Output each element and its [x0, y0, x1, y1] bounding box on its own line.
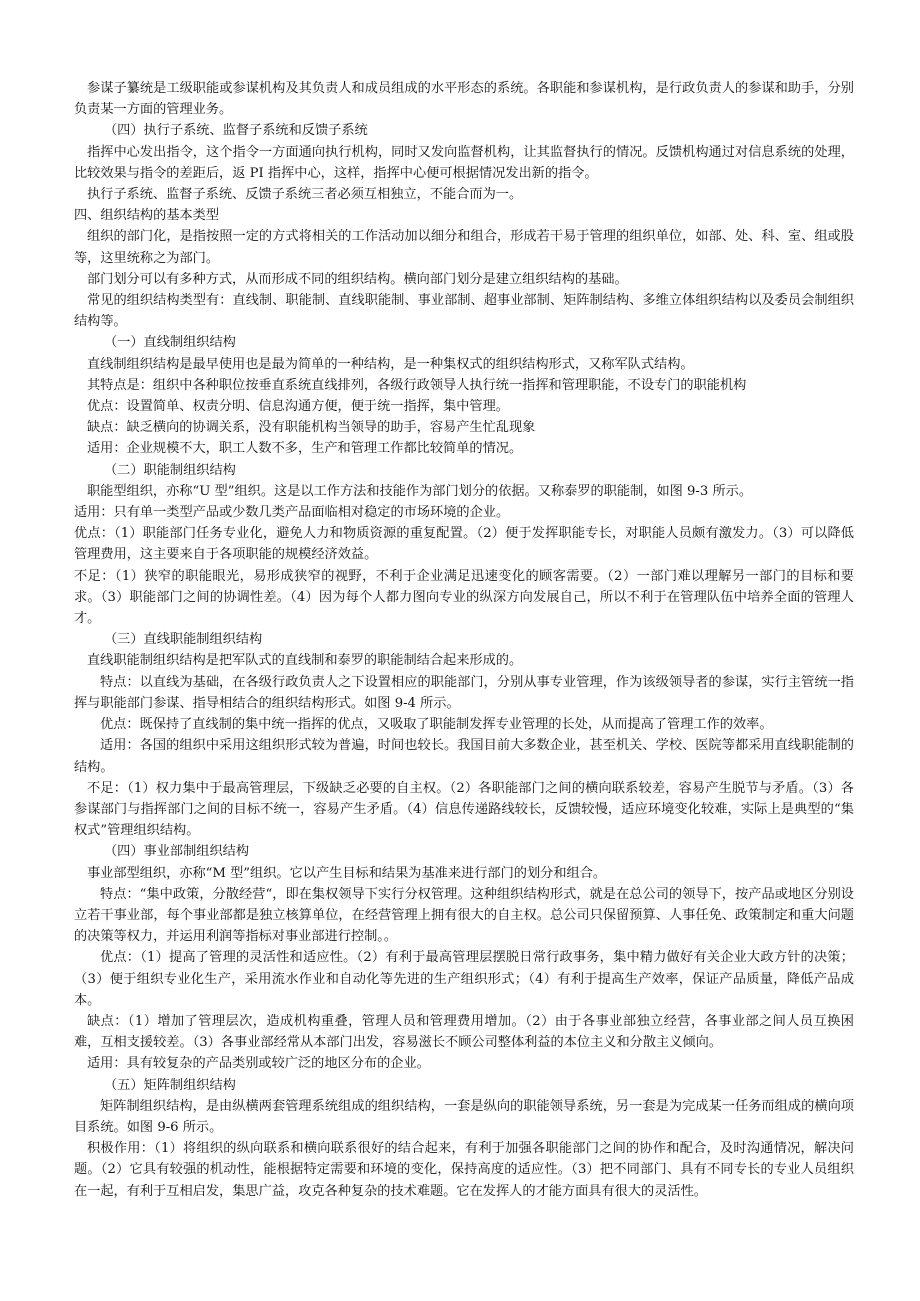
heading-section-four: 四、组织结构的基本类型 — [74, 208, 220, 224]
paragraph-matrix-definition: 矩阵制组织结构，是由纵横两套管理系统组成的组织结构，一套是纵向的职能领导系统，另一套是为完成某一任务而组成的横向项目系统。如图 9-6 所示。 — [74, 1098, 854, 1135]
paragraph-independence: 执行子系统、监督子系统、反馈子系统三者必须互相独立，不能合而为一。 — [87, 187, 523, 203]
paragraph-functional-advantages: 优点：（1）职能部门任务专业化，避免人力和物质资源的重复配置。（2）便于发挥职能专长，对职能人员颇有激发力。（3）可以降低管理费用，这主要来自于各项职能的规模经济效益。 — [74, 526, 854, 563]
paragraph-line-applicability: 适用：企业规模不大，职工人数不多，生产和管理工作都比较简单的情况。 — [87, 441, 523, 457]
heading-line-functional-structure: （三）直线职能制组织结构 — [104, 632, 263, 648]
heading-line-structure: （一）直线制组织结构 — [104, 335, 236, 351]
paragraph-command-center: 指挥中心发出指令，这个指令一方面通向执行机构，同时又发向监督机构，让其监督执行的情况。反馈机构通过对信息系统的处理，比较效果与指令的差距后，返 PI 指挥中心，这样，指挥中心便可根据情况发出新的指令。 — [74, 144, 854, 181]
paragraph-functional-applicability: 适用：只有单一类型产品或少数几类产品面临相对稳定的市场环境的企业。 — [74, 505, 510, 521]
heading-functional-structure: （二）职能制组织结构 — [104, 462, 236, 478]
paragraph-line-functional-features: 特点：以直线为基础，在各级行政负责人之下设置相应的职能部门，分别从事专业管理，作为该级领导者的参谋，实行主管统一指挥与职能部门参谋、指导相结合的组织结构形式。如图 9-4 所示。 — [74, 674, 854, 711]
heading-matrix-structure: （五）矩阵制组织结构 — [104, 1077, 236, 1093]
paragraph-line-functional-shortcomings: 不足：（1）权力集中于最高管理层，下级缺乏必要的自主权。（2）各职能部门之间的横向联系较差，容易产生脱节与矛盾。（3）各参谋部门与指挥部门之间的目标不统一，容易产生矛盾。（4）信息传递路线较长，反馈较慢，适应环境变化较难，实际上是典型的“集权式”管理组织结构。 — [74, 780, 854, 839]
heading-divisional-structure: （四）事业部制组织结构 — [104, 844, 250, 860]
paragraph-line-advantages: 优点：设置简单、权责分明、信息沟通方便，便于统一指挥，集中管理。 — [87, 399, 509, 415]
paragraph-divisional-definition: 事业部型组织，亦称“M 型”组织。它以产生目标和结果为基准来进行部门的划分和组合。 — [87, 865, 607, 881]
paragraph-divisional-features: 特点：“集中政策，分散经营“，即在集权领导下实行分权管理。这种组织结构形式，就是在总公司的领导下，按产品或地区分别设立若干事业部，每个事业部都是独立核算单位，在经营管理上拥有很大的自主权。总公司只保留预算、人事任免、政策制定和重大问题的决策等权力，并运用利润等指标对事业部进行控制。。 — [74, 886, 854, 945]
paragraph-divisional-applicability: 适用：具有较复杂的产品类别或较广泛的地区分布的企业。 — [87, 1056, 430, 1072]
paragraph-common-types: 常见的组织结构类型有：直线制、职能制、直线职能制、事业部制、超事业部制、矩阵制结构、多维立体组织结构以及委员会制组织结构等。 — [74, 293, 854, 330]
paragraph-line-disadvantages: 缺点：缺乏横向的协调关系，没有职能机构当领导的助手，容易产生忙乱现象 — [87, 420, 536, 436]
paragraph-divisional-advantages: 优点：（1）提高了管理的灵活性和适应性。（2）有利于最高管理层摆脱日常行政事务，集中精力做好有关企业大政方针的决策；（3）便于组织专业化生产，采用流水作业和自动化等先进的生产组织形式；（4）有利于提高生产效率，保证产品质量，降低产品成本。 — [74, 950, 854, 1008]
heading-execution-subsystems: （四）执行子系统、监督子系统和反馈子系统 — [104, 123, 368, 139]
paragraph-line-definition: 直线制组织结构是最早使用也是最为简单的一种结构，是一种集权式的组织结构形式，又称军队式结构。 — [87, 356, 694, 372]
paragraph-departmentalization: 组织的部门化，是指按照一定的方式将相关的工作活动加以细分和组合，形成若干易于管理的组织单位，如部、处、科、室、组或股等，这里统称之为部门。 — [74, 229, 854, 266]
paragraph-matrix-benefits: 积极作用：（1）将组织的纵向联系和横向联系很好的结合起来，有利于加强各职能部门之间的协作和配合，及时沟通情况，解决问题。（2）它具有较强的机动性，能根据特定需要和环境的变化，保持高度的适应性。（3）把不同部门、具有不同专长的专业人员组织在一起，有利于互相启发，集思广益，攻克各种复杂的技术难题。它在发挥人的才能方面具有很大的灵活性。 — [74, 1141, 854, 1199]
paragraph-divisional-disadvantages: 缺点：（1）增加了管理层次，造成机构重叠，管理人员和管理费用增加。（2）由于各事业部独立经营，各事业部之间人员互换困难，互相支援较差。（3）各事业部经常从本部门出发，容易滋长不顾公司整体利益的本位主义和分散主义倾向。 — [74, 1013, 854, 1051]
paragraph-line-functional-applicability: 适用：各国的组织中采用这组织形式较为普遍，时间也较长。我国目前大多数企业，甚至机关、学校、医院等都采用直线职能制的结构。 — [74, 738, 854, 775]
paragraph-functional-shortcomings: 不足：（1）狭窄的职能眼光，易形成狭窄的视野，不利于企业满足迅速变化的顾客需要。（2）一部门难以理解另一部门的目标和要求。（3）职能部门之间的协调性差。（4）因为每个人都力图向专业的纵深方向发展自己，所以不利于在管理队伍中培养全面的管理人才。 — [74, 568, 854, 627]
paragraph-division-methods: 部门划分可以有多种方式，从而形成不同的组织结构。横向部门划分是建立组织结构的基础。 — [87, 271, 628, 287]
paragraph-staff-subsystem: 参谋子纂统是工级职能或参谋机构及其负责人和成员组成的水平形态的系统。各职能和参谋机构，是行政负责人的参谋和助手，分别负责某一方面的管理业务。 — [74, 81, 854, 118]
paragraph-line-functional-advantages: 优点：既保持了直线制的集中统一指挥的优点，又吸取了职能制发挥专业管理的长处，从而提高了管理工作的效率。 — [100, 717, 773, 733]
paragraph-line-functional-definition: 直线职能制组织结构是把军队式的直线制和泰罗的职能制结合起来形成的。 — [87, 653, 523, 669]
paragraph-line-features: 其特点是：组织中各种职位按垂直系统直线排列，各级行政领导人执行统一指挥和管理职能，不设专门的职能机构 — [87, 377, 747, 393]
paragraph-functional-definition: 职能型组织，亦称“U 型”组织。这是以工作方法和技能作为部门划分的依据。又称泰罗的职能制，如图 9-3 所示。 — [87, 483, 753, 499]
